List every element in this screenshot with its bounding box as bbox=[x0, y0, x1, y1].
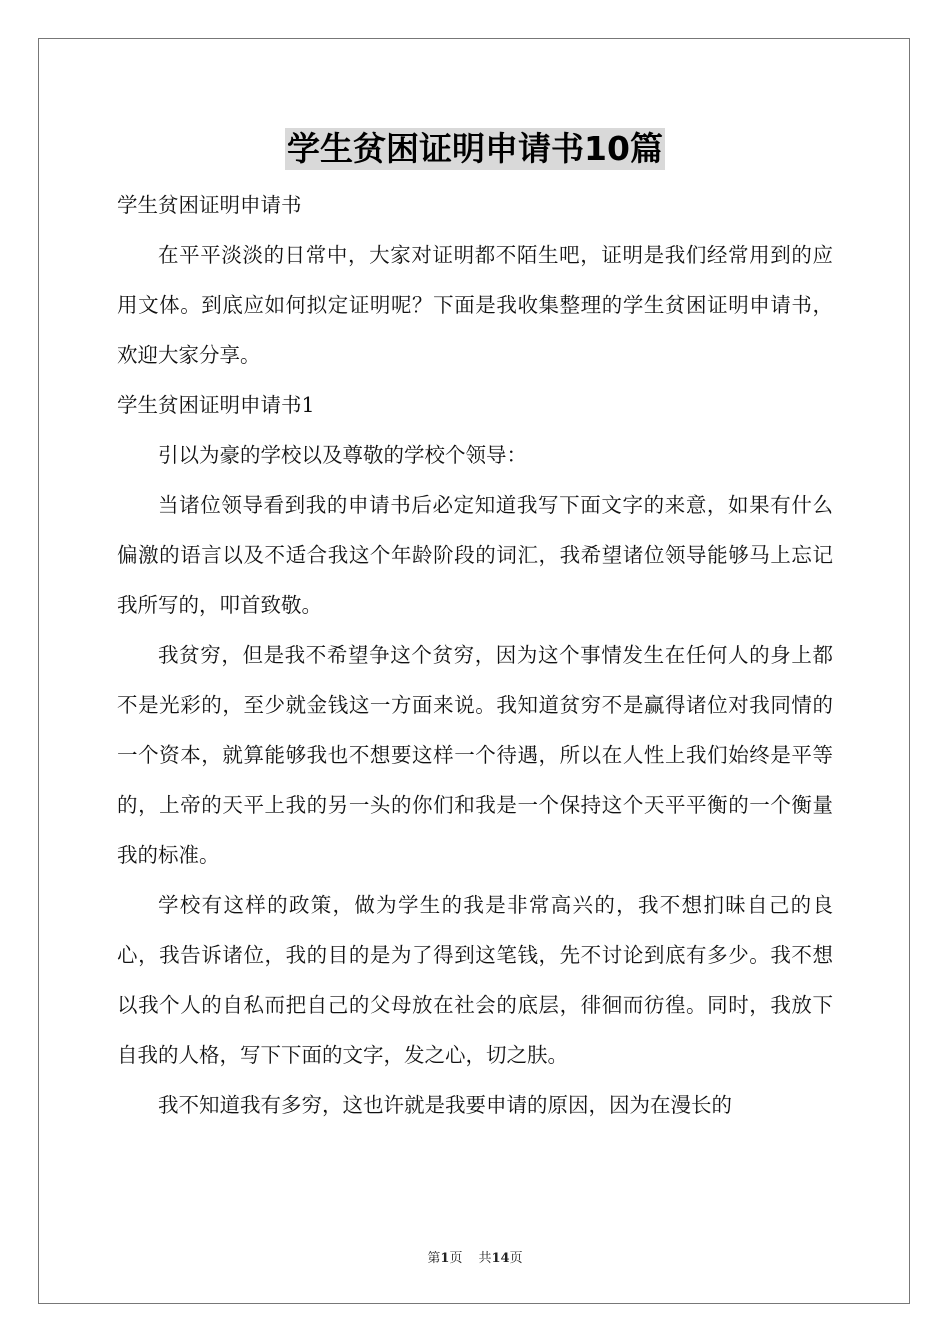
body-paragraph: 我不知道我有多穷，这也许就是我要申请的原因，因为在漫长的 bbox=[158, 1093, 732, 1117]
section-heading: 学生贫困证明申请书1 bbox=[117, 393, 315, 417]
body-paragraph: 我贫穷，但是我不希望争这个贫穷，因为这个事情发生在任何人的身上都不是光彩的，至少就金钱这一方面来说。我知道贫穷不是赢得诸位对我同情的一个资本，就算能够我也不想要这样一个待遇，所以在人性上我们始终是平等的，上帝的天平上我的另一头的你们和我是一个保持这个天平平衡的一个衡量我的标准。 bbox=[117, 643, 833, 867]
body-paragraph: 在平平淡淡的日常中，大家对证明都不陌生吧，证明是我们经常用到的应用文体。到底应如何拟定证明呢？下面是我收集整理的学生贫困证明申请书，欢迎大家分享。 bbox=[117, 243, 833, 367]
page-footer bbox=[0, 1247, 950, 1266]
document-body bbox=[117, 180, 833, 1130]
body-paragraph: 引以为豪的学校以及尊敬的学校个领导： bbox=[158, 443, 527, 467]
page-total: 共14页 bbox=[478, 1251, 523, 1266]
section-heading: 学生贫困证明申请书 bbox=[117, 193, 302, 217]
body-paragraph: 当诸位领导看到我的申请书后必定知道我写下面文字的来意，如果有什么偏激的语言以及不适合我这个年龄阶段的词汇，我希望诸位领导能够马上忘记我所写的，叩首致敬。 bbox=[117, 493, 833, 617]
page-number: 第1页 bbox=[427, 1251, 463, 1266]
title-container bbox=[0, 128, 950, 170]
document-title: 学生贫困证明申请书10篇 bbox=[287, 129, 663, 168]
body-paragraph: 学校有这样的政策，做为学生的我是非常高兴的，我不想扪昧自己的良心，我告诉诸位，我的目的是为了得到这笔钱，先不讨论到底有多少。我不想以我个人的自私而把自己的父母放在社会的底层，徘徊而彷徨。同时，我放下自我的人格，写下下面的文字，发之心，切之肤。 bbox=[117, 893, 833, 1067]
